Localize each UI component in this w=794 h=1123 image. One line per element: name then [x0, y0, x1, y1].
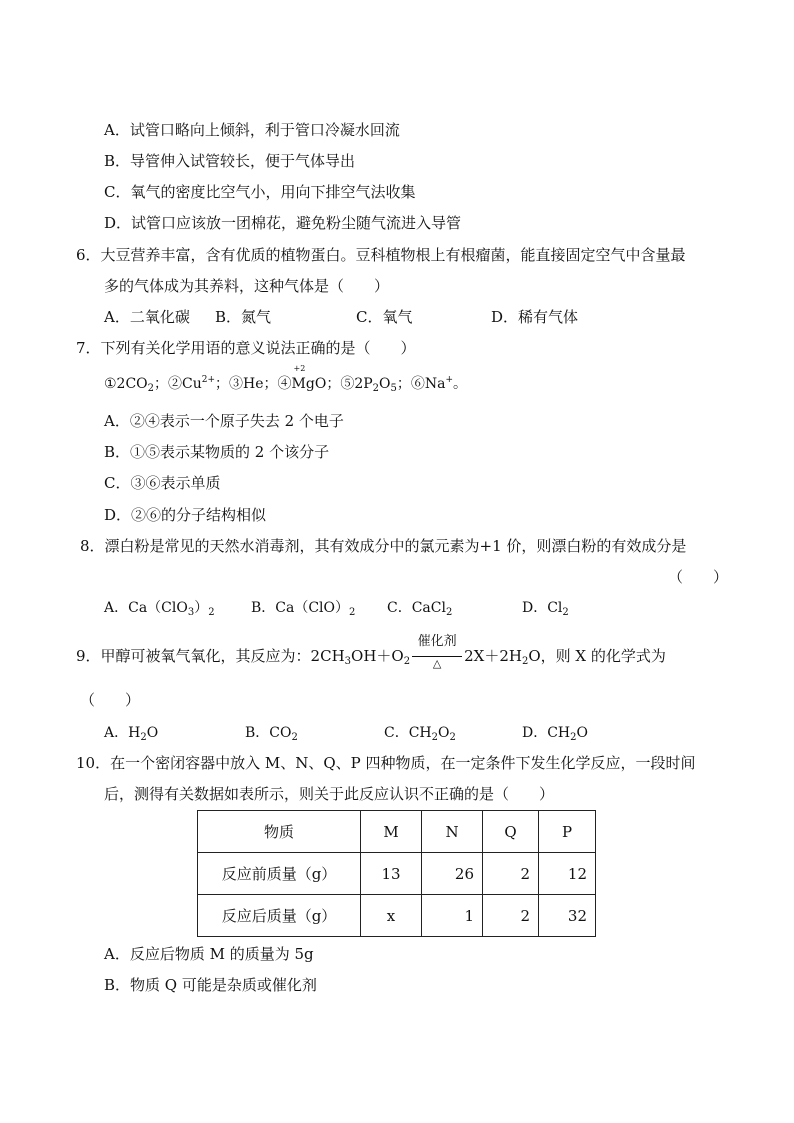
table-cell: Q [483, 811, 539, 853]
q6-stem-line2: 多的气体成为其养料，这种气体是（ ） [104, 277, 390, 295]
table-cell: 26 [422, 853, 483, 895]
table-cell: P [539, 811, 596, 853]
data-table [197, 810, 596, 937]
q10-option-a: A．反应后物质 M 的质量为 5g [104, 945, 314, 963]
table-cell: 反应前质量（g） [198, 853, 361, 895]
q7-symbols: $①2CO_2$；$②Cu^{2+}$；③He；④ +2 MgO；$⑤2P_2O_5$；⑥Na+。 [104, 364, 468, 394]
q5-option-c: C．氧气的密度比空气小，用向下排空气法收集 [104, 183, 416, 201]
table-row [198, 853, 596, 895]
q8-option-d: D．$Cl_2$ [522, 600, 569, 618]
table-cell: 32 [539, 895, 596, 937]
q9-option-b: B．$CO_2$ [245, 725, 298, 743]
q7-option-b: B．①⑤表示某物质的 2 个该分子 [104, 443, 330, 461]
q9-option-d: D．$CH_2O$ [522, 725, 589, 743]
q8-option-b: B．$Ca(ClO)_2$ [251, 600, 356, 618]
q6-stem-line1: 6．大豆营养丰富，含有优质的植物蛋白。豆科植物根上有根瘤菌，能直接固定空气中含量最 [76, 246, 686, 264]
q6-option-a: A．二氧化碳 [104, 308, 190, 326]
table-cell: 12 [539, 853, 596, 895]
table-cell: 2 [483, 853, 539, 895]
q8-option-a: A．$Ca(ClO_3)_2$ [104, 600, 215, 618]
q5-option-d: D．试管口应该放一团棉花，避免粉尘随气流进入导管 [104, 214, 462, 232]
q6-option-d: D．稀有气体 [491, 308, 579, 326]
q10-option-b: B．物质 Q 可能是杂质或催化剂 [104, 976, 317, 994]
q7-option-d: D．②⑥的分子结构相似 [104, 506, 267, 524]
valence-mark: +2 Mg [291, 364, 315, 392]
q9-options [104, 723, 588, 743]
q6-options [104, 307, 578, 327]
q10-stem-line1: 10．在一个密闭容器中放入 M、N、Q、P 四种物质，在一定条件下发生化学反应，一段时间 [76, 754, 696, 772]
q9-option-a: A．$H_2O$ [104, 725, 159, 743]
q9-option-c: C．$CH_2O_2$ [384, 725, 456, 743]
table-cell: 13 [361, 853, 422, 895]
table-cell: x [361, 895, 422, 937]
q9-stem: 9．甲醇可被氧气氧化，其反应为：$2CH_3OH+O_2$ 催化剂 △ $2X+2H_2O$，则 X 的化学式为 [76, 634, 666, 670]
table-cell: 2 [483, 895, 539, 937]
q7-option-c: C．③⑥表示单质 [104, 474, 221, 492]
q8-stem: 8．漂白粉是常见的天然水消毒剂，其有效成分中的氯元素为+1 价，则漂白粉的有效成分是 [80, 537, 687, 555]
reaction-condition: 催化剂 △ [412, 647, 462, 667]
q8-answer-paren: （ ） [668, 568, 729, 586]
q8-option-c: C．CaCl$_2$ [387, 600, 453, 618]
q6-option-b: B．氮气 [215, 308, 272, 326]
table-row [198, 895, 596, 937]
q10-stem-line2: 后，测得有关数据如表所示，则关于此反应认识不正确的是（ ） [104, 785, 555, 803]
table-cell: 1 [422, 895, 483, 937]
q5-option-b: B．导管伸入试管较长，便于气体导出 [104, 152, 356, 170]
q7-option-a: A．②④表示一个原子失去 2 个电子 [104, 412, 344, 430]
table-cell: M [361, 811, 422, 853]
q7-stem: 7．下列有关化学用语的意义说法正确的是（ ） [76, 339, 416, 357]
table-cell: 物质 [198, 811, 361, 853]
table-cell: 反应后质量（g） [198, 895, 361, 937]
table-cell: N [422, 811, 483, 853]
q9-answer-paren: （ ） [80, 691, 141, 709]
q8-options [104, 598, 569, 618]
q6-option-c: C．氧气 [356, 308, 413, 326]
q5-option-a: A．试管口略向上倾斜，利于管口冷凝水回流 [104, 121, 400, 139]
table-header-row [198, 811, 596, 853]
